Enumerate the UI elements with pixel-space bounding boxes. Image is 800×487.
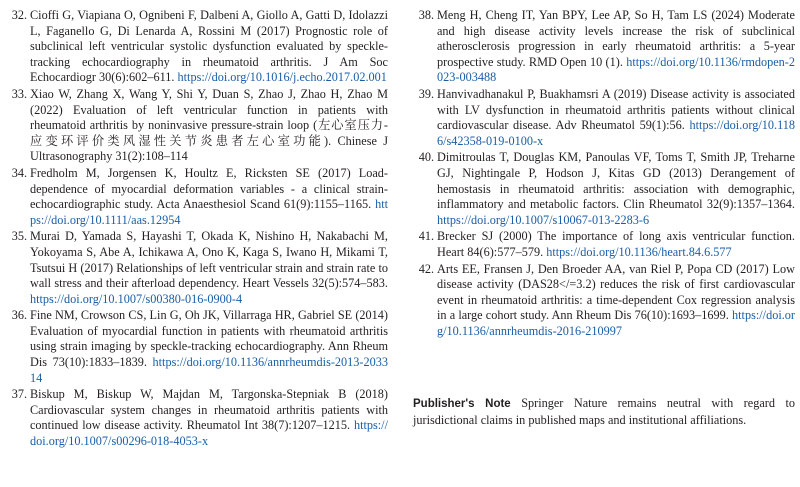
reference-text: Meng H, Cheng IT, Yan BPY, Lee AP, So H, Tam LS (2024) Moderate and high disease activity levels increase the risk of subclinical atherosclerosis progression in early rheumatoid arthritis: a 5-year prospective study. RMD Open 10 (1). bbox=[437, 8, 795, 69]
reference-number: 38. bbox=[418, 8, 434, 22]
reference-item bbox=[412, 8, 795, 86]
doi-link[interactable]: https://doi.org/10.1136/annrheumdis-2013-203314 bbox=[30, 355, 388, 385]
reference-number: 34. bbox=[11, 165, 27, 180]
doi-link[interactable]: https://doi.org/10.1007/s00380-016-0900-4 bbox=[30, 291, 243, 306]
reference-item bbox=[5, 308, 388, 386]
doi-link[interactable]: https://doi.org/10.1007/s10067-013-2283-6 bbox=[437, 212, 650, 227]
publisher-note-text: Springer Nature remains neutral with regard to jurisdictional claims in published maps and institutional affiliations. bbox=[413, 396, 795, 427]
reference-text: Cioffi G, Viapiana O, Ognibeni F, Dalbeni A, Giollo A, Gatti D, Idolazzi L, Faganello G, Di Lenarda A, Rossini M (2017) Prognostic role of subclinical left ventricular systolic dysfunction evaluated by speckle-tracking echocardiography in rheumatoid arthritis. J Am Soc Echocardiogr 30(6):602–611. bbox=[30, 8, 388, 85]
reference-number: 36. bbox=[11, 308, 27, 323]
reference-number: 32. bbox=[11, 8, 27, 22]
reference-text: Xiao W, Zhang X, Wang Y, Shi Y, Duan S, Zhao J, Zhao H, Zhao M (2022) Evaluation of left ventricular function in patients with rheumatoid arthritis by noninvasive pressure-strain loop (左心室压力-应变环评价类风湿性关节炎患者左心室功能). Chinese J Ultrasonography 31(2):108–114 bbox=[30, 86, 388, 164]
reference-item bbox=[5, 166, 388, 228]
reference-number: 39. bbox=[418, 86, 434, 101]
reference-item bbox=[412, 262, 795, 340]
publisher-note-label: Publisher's Note bbox=[413, 398, 511, 410]
reference-item bbox=[5, 8, 388, 86]
reference-text: Hanvivadhanakul P, Buakhamsri A (2019) Disease activity is associated with LV dysfunction in rheumatoid arthritis patients without clinical cardiovascular disease. Adv Rheumatol 59(1):56. bbox=[437, 86, 795, 133]
reference-column-right bbox=[412, 8, 795, 340]
doi-link[interactable]: https://doi.org/10.1111/aas.12954 bbox=[30, 197, 389, 227]
reference-item bbox=[412, 87, 795, 149]
doi-link[interactable]: https://doi.org/10.1136/rmdopen-2023-003488 bbox=[437, 54, 796, 85]
reference-number: 40. bbox=[418, 150, 434, 165]
reference-text: Dimitroulas T, Douglas KM, Panoulas VF, Toms T, Smith JP, Treharne GJ, Nightingale P, Hodson J, Kitas GD (2013) Derangement of hemostasis in rheumatoid arthritis: association with demographic, inflammatory and metabolic factors. Clin Rheumatol 32(9):1357–1364. bbox=[437, 150, 795, 212]
doi-link[interactable]: https://doi.org/10.1136/heart.84.6.577 bbox=[546, 244, 732, 259]
doi-link[interactable]: https://doi.org/10.1007/s00296-018-4053-x bbox=[30, 418, 388, 449]
reference-number: 37. bbox=[11, 387, 27, 402]
reference-item bbox=[5, 87, 388, 165]
doi-link[interactable]: https://doi.org/10.1186/s42358-019-0100-x bbox=[437, 118, 796, 148]
doi-link[interactable]: https://doi.org/10.1136/annrheumdis-2016-210997 bbox=[437, 308, 795, 338]
reference-text: Arts EE, Fransen J, Den Broeder AA, van Riel P, Popa CD (2017) Low disease activity (DAS28</=3.2) reduces the risk of first cardiovascular event in rheumatoid arthritis: a time-dependent Cox regression analysis in a large cohort study. Ann Rheum Dis 76(10):1693–1699. bbox=[437, 261, 795, 323]
reference-number: 35. bbox=[11, 229, 27, 244]
reference-item bbox=[412, 229, 795, 260]
reference-item bbox=[5, 229, 388, 307]
reference-text: Biskup M, Biskup W, Majdan M, Targonska-Stepniak B (2018) Cardiovascular system changes in rheumatoid arthritis patients with continued low disease activity. Rheumatol Int 38(7):1207–1215. bbox=[30, 387, 388, 433]
reference-number: 41. bbox=[418, 229, 434, 244]
reference-number: 42. bbox=[418, 261, 434, 276]
reference-item bbox=[5, 387, 388, 449]
publisher-note bbox=[413, 395, 795, 428]
reference-text: Brecker SJ (2000) The importance of long axis ventricular function. Heart 84(6):577–579. bbox=[437, 229, 795, 259]
reference-column-left bbox=[5, 8, 388, 451]
reference-text: Fredholm M, Jorgensen K, Houltz E, Ricksten SE (2017) Load-dependence of myocardial deformation variables - a clinical strain-echocardiographic study. Acta Anaesthesiol Scand 61(9):1155–1165. bbox=[30, 165, 388, 212]
reference-item bbox=[412, 150, 795, 228]
reference-number: 33. bbox=[11, 86, 27, 101]
reference-text: Murai D, Yamada S, Hayashi T, Okada K, Nishino H, Nakabachi M, Yokoyama S, Abe A, Ichikawa A, Ono K, Kaga S, Iwano H, Mikami T, Tsutsui H (2017) Relationships of left ventricular strain and strain rate to wall stress and their afterload dependency. Heart Vessels 32(5):574–583. bbox=[30, 229, 388, 291]
reference-text: Fine NM, Crowson CS, Lin G, Oh JK, Villarraga HR, Gabriel SE (2014) Evaluation of myocardial function in patients with rheumatoid arthritis using strain imaging by speckle-tracking echocardiography. Ann Rheum Dis 73(10):1833–1839. bbox=[30, 308, 388, 370]
doi-link[interactable]: https://doi.org/10.1016/j.echo.2017.02.001 bbox=[177, 70, 387, 85]
